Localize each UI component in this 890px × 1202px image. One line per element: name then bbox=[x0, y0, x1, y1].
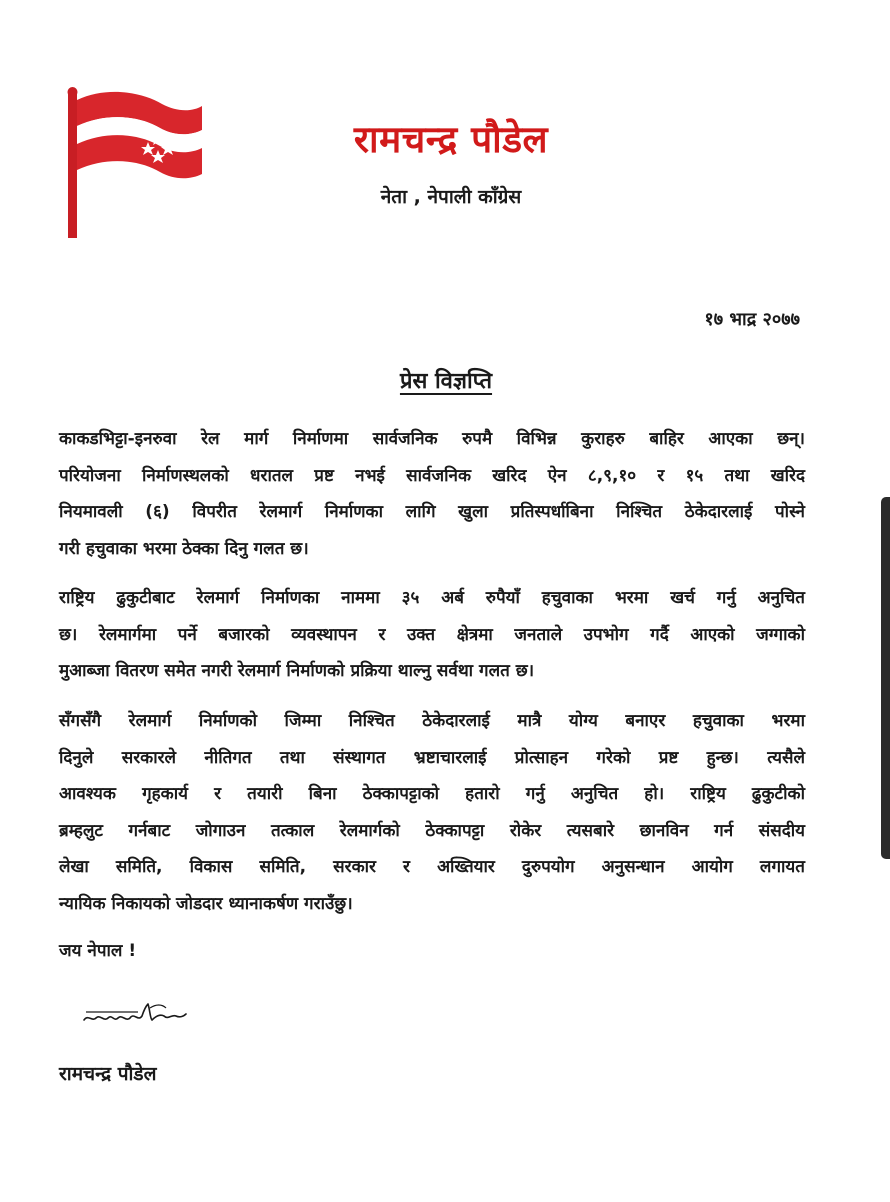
paragraph-line: मुआब्जा वितरण समेत नगरी रेलमार्ग निर्माणको प्रक्रिया थाल्नु सर्वथा गलत छ। bbox=[59, 661, 535, 681]
nepali-congress-flag-icon bbox=[62, 86, 208, 238]
paragraph-line: दिनुले सरकारले नीतिगत तथा संस्थागत भ्रष्टाचारलाई प्रोत्साहन गरेको प्रष्ट हुन्छ। त्यसैले bbox=[59, 747, 805, 768]
closing-salutation: जय नेपाल ! bbox=[59, 941, 137, 961]
paragraph-line: आवश्यक गृहकार्य र तयारी बिना ठेक्कापट्टाको हतारो गर्नु अनुचित हो। राष्ट्रिय ढुकुटीको bbox=[59, 784, 805, 804]
flag-pole-knob bbox=[68, 87, 78, 97]
press-release-title: प्रेस विज्ञप्ति bbox=[399, 369, 493, 394]
handwritten-signature bbox=[80, 996, 190, 1036]
flag-pole bbox=[68, 94, 77, 238]
paragraph-line: नियमावली (६) विपरीत रेलमार्ग निर्माणका लागि खुला प्रतिस्पर्धाबिना निश्चित ठेकेदारलाई पोस्ने bbox=[59, 502, 805, 522]
signatory-name: रामचन्द्र पौडेल bbox=[59, 1063, 157, 1085]
paragraph-line: गरी हचुवाका भरमा ठेक्का दिनु गलत छ। bbox=[59, 538, 309, 559]
body-paragraph-3 bbox=[59, 703, 805, 922]
leader-name-heading: रामचन्द्र पौडेल bbox=[353, 118, 549, 161]
paragraph-line: काकडभिट्टा-इनरुवा रेल मार्ग निर्माणमा सार्वजनिक रुपमै विभिन्न कुराहरु बाहिर आएका छन्। bbox=[59, 429, 805, 449]
paragraph-line: सँगसँगै रेलमार्ग निर्माणको जिम्मा निश्चित ठेकेदारलाई मात्रै योग्य बनाएर हचुवाका भरमा bbox=[59, 711, 805, 731]
paragraph-line: परियोजना निर्माणस्थलको धरातल प्रष्ट नभई सार्वजनिक खरिद ऐन ८,९,१० र १५ तथा खरिद bbox=[59, 465, 805, 486]
letter-date: १७ भाद्र २०७७ bbox=[704, 309, 800, 330]
leader-designation: नेता , नेपाली काँग्रेस bbox=[380, 186, 522, 208]
paragraph-line: ब्रम्हलुट गर्नबाट जोगाउन तत्काल रेलमार्गको ठेक्कापट्टा रोकेर त्यसबारे छानविन गर्न संसदीय bbox=[59, 820, 805, 841]
scroll-edge bbox=[881, 497, 890, 859]
body-paragraph-1 bbox=[59, 421, 805, 567]
body-paragraph-2 bbox=[59, 580, 805, 690]
paragraph-line: राष्ट्रिय ढुकुटीबाट रेलमार्ग निर्माणका नाममा ३५ अर्ब रुपैयाँ हचुवाका भरमा खर्च गर्नु अनुचित bbox=[59, 588, 805, 608]
paragraph-line: लेखा समिति, विकास समिति, सरकार र अख्तियार दुरुपयोग अनुसन्धान आयोग लगायत bbox=[59, 857, 805, 877]
paragraph-line: न्यायिक निकायको जोडदार ध्यानाकर्षण गराउँछु। bbox=[59, 893, 353, 914]
paragraph-line: छ। रेलमार्गमा पर्ने बजारको व्यवस्थापन र उक्त क्षेत्रमा जनताले उपभोग गर्दै आएको जग्गाको bbox=[59, 624, 805, 645]
